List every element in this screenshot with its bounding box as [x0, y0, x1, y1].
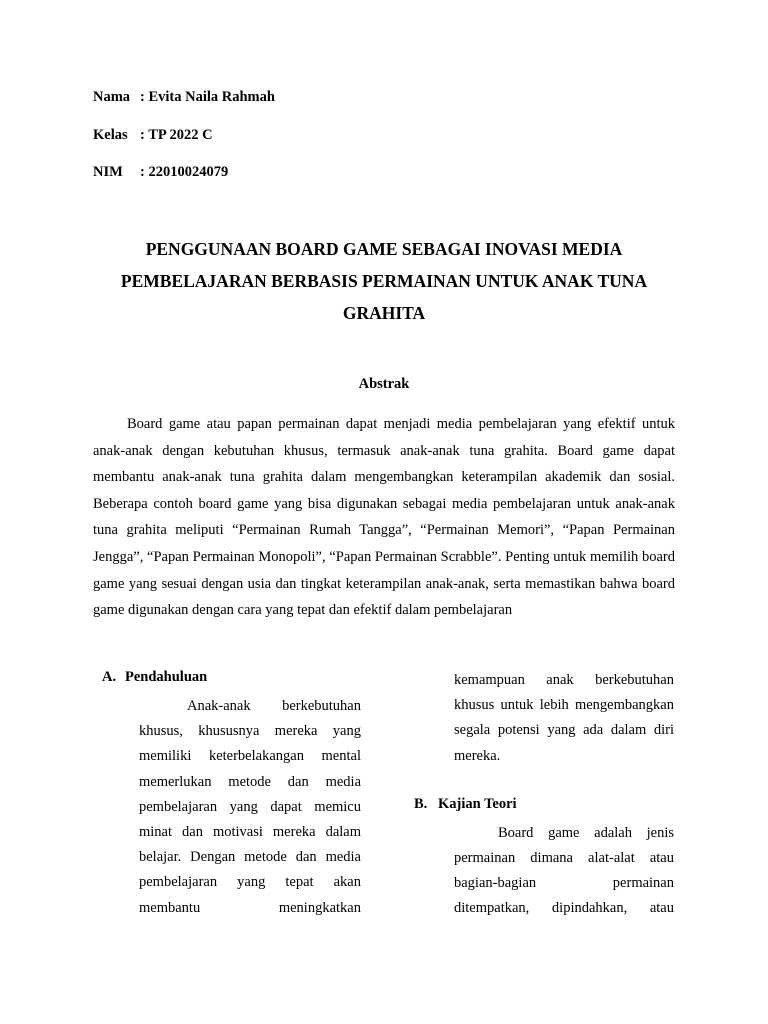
left-column — [102, 668, 360, 921]
section-b-heading — [414, 795, 674, 813]
section-b-marker: B. — [414, 795, 428, 812]
section-a-title: Pendahuluan — [125, 669, 208, 685]
class-label: Kelas — [93, 127, 128, 143]
abstract-heading: Abstrak — [358, 376, 410, 392]
name-value: : Evita Naila Rahmah — [140, 89, 275, 105]
student-name-line — [93, 88, 275, 106]
name-label: Nama — [93, 89, 131, 105]
abstract-text: Board game atau papan permainan dapat menjadi media pembelajaran yang efektif untuk anak-anak dengan kebutuhan khusus, termasuk anak-anak tuna grahita. Board game dapat membantu anak-anak tuna grahita dalam mengembangkan keterampilan akademik dan sosial. Beberapa contoh board game yang bisa digunakan sebagai media pembelajaran untuk anak-anak tuna grahita meliputi “Permainan Rumah Tangga”, “Permainan Memori”, “Papan Permainan Jengga”, “Papan Permainan Monopoli”, “Papan Permainan Scrabble”. Penting untuk memilih board game yang sesuai dengan usia dan tingkat keterampilan anak-anak, serta memastikan bahwa board game digunakan dengan cara yang tepat dan efektif dalam pembelajaran — [93, 416, 675, 619]
section-a-text: Anak-anak berkebutuhan khusus, khususnya mereka yang memiliki keterbelakangan mental memerlukan metode dan media pembelajaran yang dapat memicu minat dan motivasi mereka dalam belajar. Dengan metode dan media pembelajaran yang tepat akan membantu meningkatkan — [139, 698, 361, 916]
section-b-body — [454, 821, 674, 922]
section-b-title: Kajian Teori — [438, 795, 517, 812]
student-class-line — [93, 126, 213, 144]
section-a-heading — [102, 668, 360, 686]
class-value: : TP 2022 C — [140, 127, 213, 143]
section-a-continued-text: kemampuan anak berkebutuhan khusus untuk lebih mengembangkan segala potensi yang ada dalam diri mereka. — [454, 672, 674, 764]
student-id-line — [93, 163, 228, 181]
nim-label: NIM — [93, 164, 123, 180]
section-a-marker: A. — [102, 669, 117, 685]
document-title: PENGGUNAAN BOARD GAME SEBAGAI INOVASI MEDIA PEMBELAJARAN BERBASIS PERMAINAN UNTUK ANAK TUNA GRAHITA — [120, 239, 648, 323]
right-column — [414, 668, 674, 922]
section-b-text: Board game adalah jenis permainan dimana alat-alat atau bagian-bagian permainan ditempatkan, dipindahkan, atau — [454, 824, 674, 917]
nim-value: : 22010024079 — [140, 164, 229, 180]
section-a-body — [139, 694, 361, 921]
section-a-continued — [454, 668, 674, 769]
